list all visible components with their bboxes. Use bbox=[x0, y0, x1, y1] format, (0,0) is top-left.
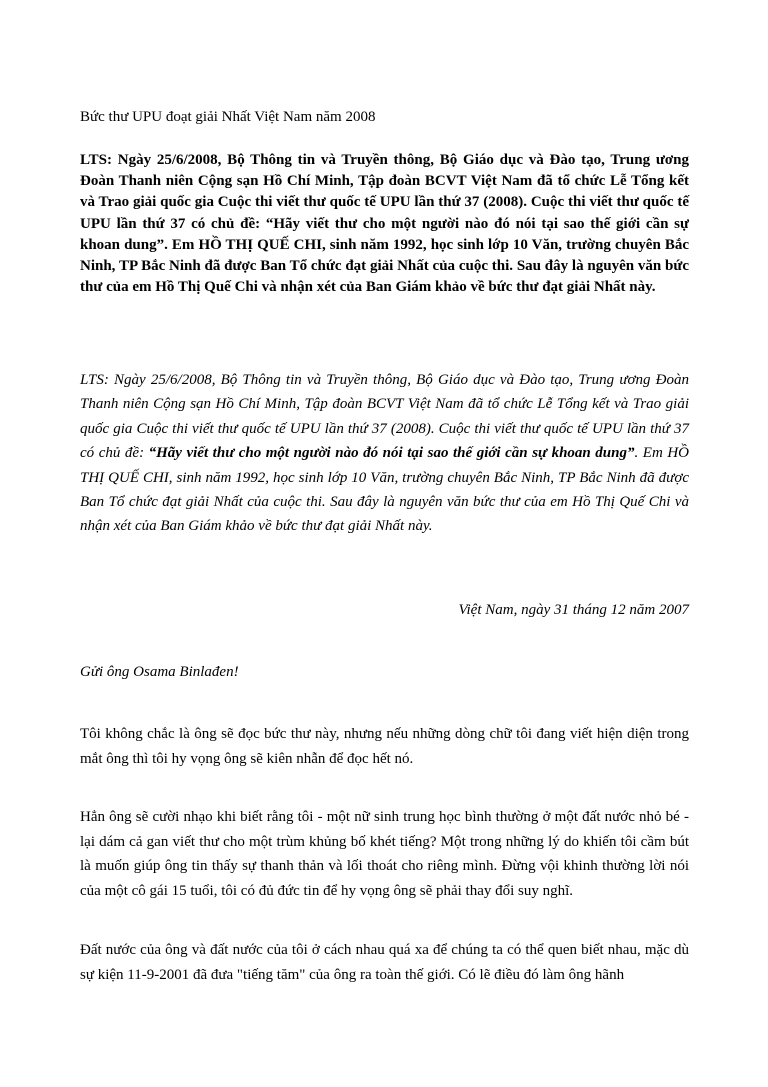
letter-paragraph: Đất nước của ông và đất nước của tôi ở cách nhau quá xa để chúng ta có thể quen biết nhau, mặc dù sự kiện 11-9-2001 đã đưa "tiếng tăm" của ông ra toàn thế giới. Có lẽ điều đó làm ông hãnh bbox=[80, 942, 689, 983]
document-title: Bức thư UPU đoạt giải Nhất Việt Nam năm 2008 bbox=[80, 109, 376, 125]
editor-note-bold: LTS: Ngày 25/6/2008, Bộ Thông tin và Truyền thông, Bộ Giáo dục và Đào tạo, Trung ương Đoàn Thanh niên Cộng sạn Hồ Chí Minh, Tập đoàn BCVT Việt Nam đã tổ chức Lễ Tổng kết và Trao giải quốc gia Cuộc thi viết thư quốc tế UPU lần thứ 37 (2008). Cuộc thi viết thư quốc tế UPU lần thứ 37 có chủ đề: “Hãy viết thư cho một người nào đó nói tại sao thế giới cần sự khoan dung”. Em HỒ THỊ QUẾ CHI, sinh năm 1992, học sinh lớp 10 Văn, trường chuyên Bắc Ninh, TP Bắc Ninh đã được Ban Tổ chức đạt giải Nhất của cuộc thi. Sau đây là nguyên văn bức thư của em Hồ Thị Quế Chi và nhận xét của Ban Giám khảo về bức thư đạt giải Nhất này. bbox=[80, 152, 689, 296]
editor-note-italic-text-end: . Em HỒ THỊ QUẾ CHI, sinh năm 1992, học sinh lớp 10 Văn, trường chuyên Bắc Ninh, TP Bắc Ninh đã được Ban Tổ chức đạt giải Nhất của cuộc thi. Sau đây là nguyên văn bức thư của em Hồ Thị Quế Chi và nhận xét của Ban Giám khảo về bức thư đạt giải Nhất này. bbox=[80, 445, 689, 535]
editor-note-italic bbox=[80, 368, 689, 539]
letter-paragraph: Tôi không chắc là ông sẽ đọc bức thư này, nhưng nếu những dòng chữ tôi đang viết hiện diện trong mắt ông thì tôi hy vọng ông sẽ kiên nhẫn để đọc hết nó. bbox=[80, 726, 689, 767]
letter-paragraph: Hẳn ông sẽ cười nhạo khi biết rằng tôi - một nữ sinh trung học bình thường ở một đất nước nhỏ bé - lại dám cả gan viết thư cho một trùm khủng bố khét tiếng? Một trong những lý do khiến tôi cầm bút là muốn giúp ông tin thấy sự thanh thản và lối thoát cho riêng mình. Đừng vội khinh thường lời nói của một cô gái 15 tuổi, tôi có đủ đức tin để hy vọng ông sẽ phải thay đổi suy nghĩ. bbox=[80, 809, 689, 899]
contest-theme: “Hãy viết thư cho một người nào đó nói tại sao thế giới cần sự khoan dung” bbox=[148, 445, 635, 462]
editor-note-italic-text: LTS: Ngày 25/6/2008, Bộ Thông tin và Truyền thông, Bộ Giáo dục và Đào tạo, Trung ương Đoàn Thanh niên Cộng sạn Hồ Chí Minh, Tập đoàn BCVT Việt Nam đã tổ chức Lễ Tổng kết và Trao giải quốc gia Cuộc thi viết thư quốc tế UPU lần thứ 37 (2008). Cuộc thi viết thư quốc tế UPU lần thứ 37 có chủ đề: bbox=[80, 372, 689, 462]
letter-greeting: Gửi ông Osama Binlađen! bbox=[80, 664, 239, 680]
letter-dateline: Việt Nam, ngày 31 tháng 12 năm 2007 bbox=[458, 602, 689, 618]
